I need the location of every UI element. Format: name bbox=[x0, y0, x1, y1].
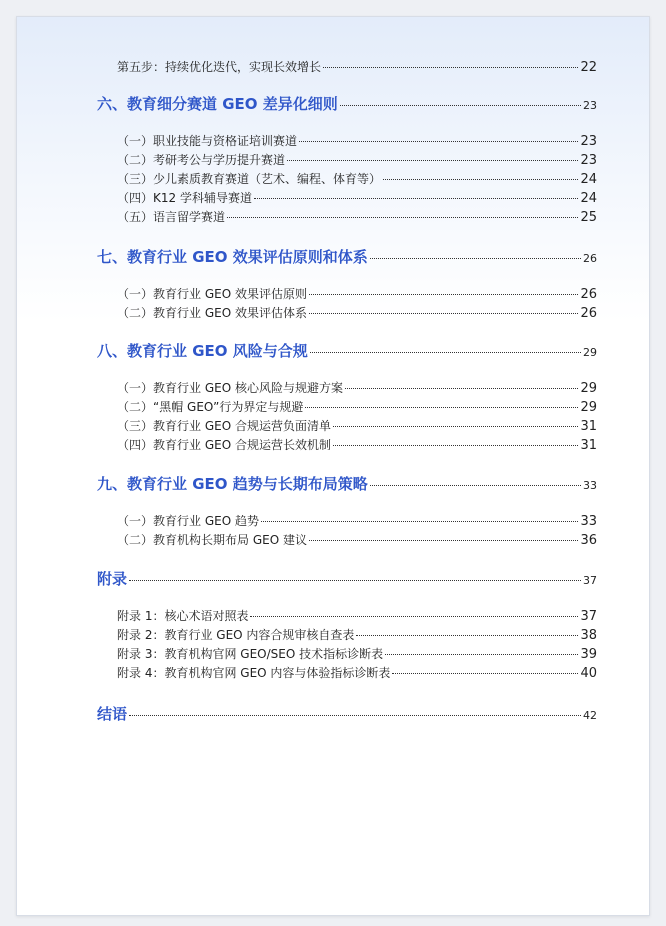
toc-entry-title: （一）教育行业 GEO 效果评估原则 bbox=[117, 287, 307, 301]
toc-leader-dots bbox=[250, 616, 578, 617]
toc-leader-dots bbox=[385, 654, 578, 655]
toc-entry[interactable] bbox=[117, 607, 597, 624]
toc-page-number: 42 bbox=[583, 709, 597, 722]
toc-page-number: 33 bbox=[580, 514, 597, 529]
toc-leader-dots bbox=[356, 635, 578, 636]
toc-page-number: 37 bbox=[580, 609, 597, 624]
toc-entry[interactable] bbox=[117, 304, 597, 321]
toc-section[interactable] bbox=[97, 340, 597, 361]
toc-page-number: 31 bbox=[580, 438, 597, 453]
toc-leader-dots bbox=[129, 580, 581, 581]
toc-page-number: 23 bbox=[580, 153, 597, 168]
toc-page-number: 40 bbox=[580, 666, 597, 681]
toc-entry-title: （二）“黑帽 GEO”行为界定与规避 bbox=[117, 400, 304, 414]
toc-leader-dots bbox=[254, 198, 578, 199]
toc-entry[interactable] bbox=[117, 132, 597, 149]
toc-section-title: 九、教育行业 GEO 趋势与长期布局策略 bbox=[97, 475, 368, 493]
toc-page-number: 25 bbox=[580, 210, 597, 225]
toc-leader-dots bbox=[227, 217, 578, 218]
toc-leader-dots bbox=[299, 141, 578, 142]
toc-page-number: 23 bbox=[580, 134, 597, 149]
toc-leader-dots bbox=[310, 352, 581, 353]
toc-entry-title: （三）少儿素质教育赛道（艺术、编程、体育等） bbox=[117, 172, 382, 186]
toc-leader-dots bbox=[345, 388, 578, 389]
toc-entry-title: 附录 1：核心术语对照表 bbox=[117, 609, 249, 623]
toc-entry-title: （二）教育机构长期布局 GEO 建议 bbox=[117, 533, 307, 547]
toc-section[interactable] bbox=[97, 568, 597, 589]
toc-entry-title: （四）教育行业 GEO 合规运营长效机制 bbox=[117, 438, 331, 452]
toc-entry[interactable] bbox=[117, 531, 597, 548]
toc-page-number: 29 bbox=[583, 346, 597, 359]
toc-entry[interactable] bbox=[117, 512, 597, 529]
toc-page-number: 29 bbox=[580, 381, 597, 396]
toc-page-number: 29 bbox=[580, 400, 597, 415]
toc-entry-title: 第五步：持续优化迭代，实现长效增长 bbox=[117, 60, 322, 74]
toc-page-number: 24 bbox=[580, 191, 597, 206]
toc-entry-title: （一）教育行业 GEO 核心风险与规避方案 bbox=[117, 381, 343, 395]
toc-section-title: 附录 bbox=[97, 570, 128, 588]
toc-leader-dots bbox=[340, 105, 581, 106]
toc-entry[interactable] bbox=[117, 170, 597, 187]
toc-leader-dots bbox=[370, 258, 581, 259]
toc-section-title: 结语 bbox=[97, 705, 128, 723]
toc-entry-title: 附录 2：教育行业 GEO 内容合规审核自查表 bbox=[117, 628, 355, 642]
toc-entry[interactable] bbox=[117, 189, 597, 206]
toc-section[interactable] bbox=[97, 703, 597, 724]
toc-entry[interactable] bbox=[117, 436, 597, 453]
toc-leader-dots bbox=[370, 485, 581, 486]
toc-entry-title: （四）K12 学科辅导赛道 bbox=[117, 191, 252, 205]
toc-entry[interactable] bbox=[117, 664, 597, 681]
toc-entry-title: （一）教育行业 GEO 趋势 bbox=[117, 514, 259, 528]
toc-page-number: 39 bbox=[580, 647, 597, 662]
toc-page-number: 33 bbox=[583, 479, 597, 492]
toc-page-number: 31 bbox=[580, 419, 597, 434]
toc-entry-title: （二）教育行业 GEO 效果评估体系 bbox=[117, 306, 307, 320]
toc-page-number: 22 bbox=[580, 60, 597, 75]
toc-section-title: 六、教育细分赛道 GEO 差异化细则 bbox=[97, 95, 338, 113]
document-page bbox=[16, 16, 650, 916]
toc-entry-title: （三）教育行业 GEO 合规运营负面清单 bbox=[117, 419, 331, 433]
toc-leader-dots bbox=[287, 160, 578, 161]
toc-entry-title: （五）语言留学赛道 bbox=[117, 210, 226, 224]
toc-leader-dots bbox=[333, 445, 578, 446]
toc-entry-title: （二）考研考公与学历提升赛道 bbox=[117, 153, 286, 167]
toc-section[interactable] bbox=[97, 473, 597, 494]
toc-entry[interactable] bbox=[117, 208, 597, 225]
toc-page-number: 26 bbox=[580, 306, 597, 321]
toc-page-number: 24 bbox=[580, 172, 597, 187]
toc-leader-dots bbox=[323, 67, 578, 68]
toc-entry[interactable] bbox=[117, 645, 597, 662]
toc-leader-dots bbox=[309, 540, 578, 541]
toc-leader-dots bbox=[309, 294, 578, 295]
toc-entry[interactable] bbox=[117, 398, 597, 415]
toc-leader-dots bbox=[333, 426, 578, 427]
toc-entry[interactable] bbox=[117, 417, 597, 434]
toc-page-number: 26 bbox=[583, 252, 597, 265]
toc-section[interactable] bbox=[97, 246, 597, 267]
toc-leader-dots bbox=[392, 673, 578, 674]
toc-page-number: 23 bbox=[583, 99, 597, 112]
toc-page-number: 26 bbox=[580, 287, 597, 302]
toc-leader-dots bbox=[129, 715, 581, 716]
toc-entry-title: 附录 3：教育机构官网 GEO/SEO 技术指标诊断表 bbox=[117, 647, 384, 661]
toc-section-title: 八、教育行业 GEO 风险与合规 bbox=[97, 342, 308, 360]
toc-entry-title: （一）职业技能与资格证培训赛道 bbox=[117, 134, 298, 148]
toc-entry[interactable] bbox=[117, 151, 597, 168]
toc-section-title: 七、教育行业 GEO 效果评估原则和体系 bbox=[97, 248, 368, 266]
toc-entry[interactable] bbox=[117, 379, 597, 396]
toc-entry[interactable] bbox=[117, 58, 597, 75]
toc-page-number: 38 bbox=[580, 628, 597, 643]
toc-page-number: 37 bbox=[583, 574, 597, 587]
toc-leader-dots bbox=[261, 521, 578, 522]
toc-entry-title: 附录 4：教育机构官网 GEO 内容与体验指标诊断表 bbox=[117, 666, 391, 680]
toc-section[interactable] bbox=[97, 93, 597, 114]
toc-page-number: 36 bbox=[580, 533, 597, 548]
toc-entry[interactable] bbox=[117, 285, 597, 302]
toc-leader-dots bbox=[309, 313, 578, 314]
toc-leader-dots bbox=[305, 407, 578, 408]
toc-entry[interactable] bbox=[117, 626, 597, 643]
toc-leader-dots bbox=[383, 179, 578, 180]
